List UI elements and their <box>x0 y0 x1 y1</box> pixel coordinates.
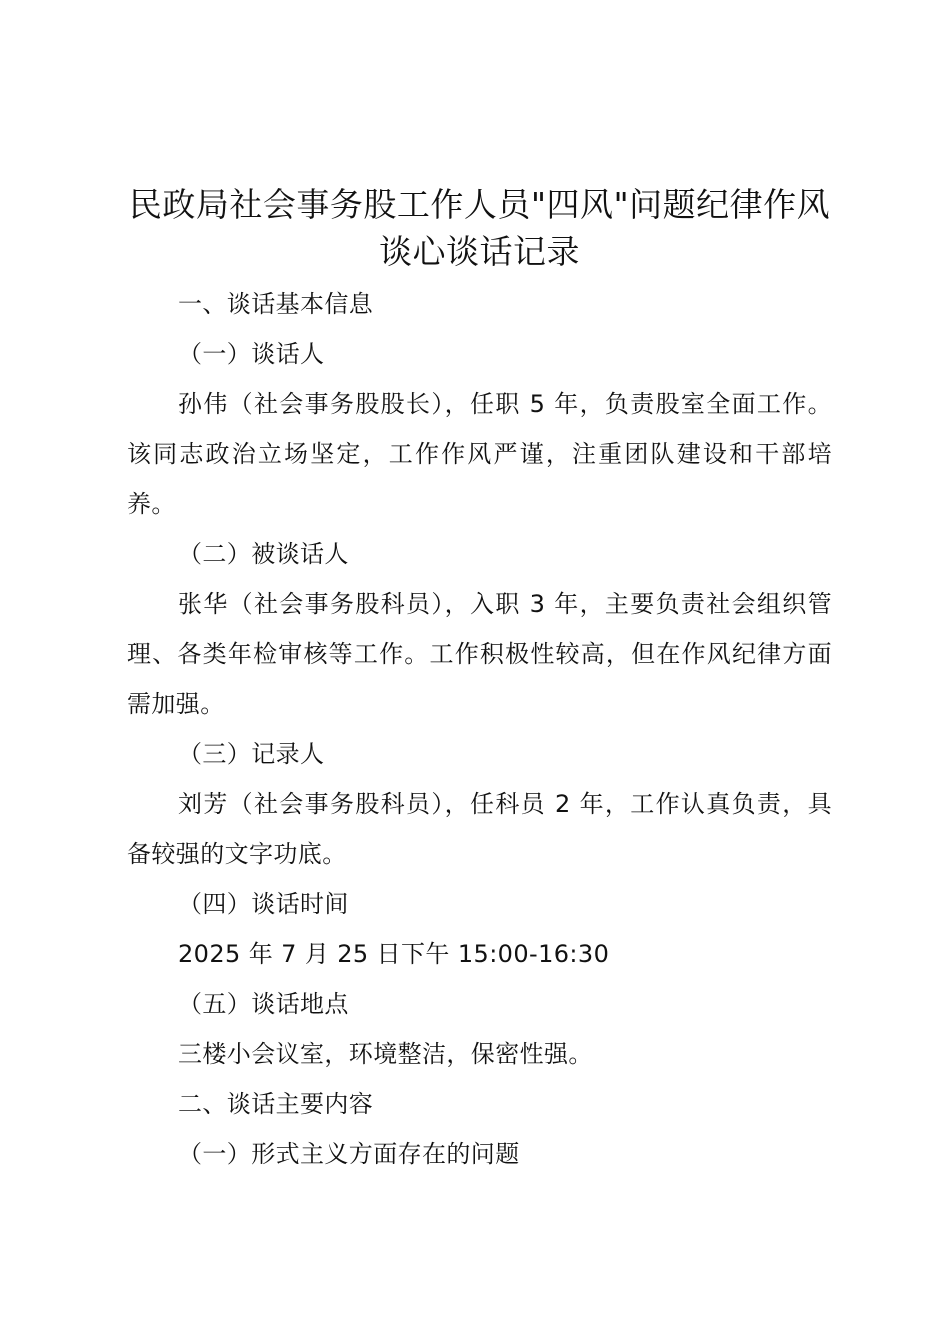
section-heading-basic-info: 一、谈话基本信息 <box>178 290 374 318</box>
paragraph-interviewer: 孙伟（社会事务股股长），任职 5 年，负责股室全面工作。该同志政治立场坚定，工作作风严谨，注重团队建设和干部培养。 <box>127 390 832 518</box>
subheading-interviewee: （二）被谈话人 <box>178 540 349 568</box>
document-body <box>127 181 832 1179</box>
paragraph-time: 2025 年 7 月 25 日下午 15:00-16:30 <box>178 940 610 968</box>
subheading-time: （四）谈话时间 <box>178 890 349 918</box>
subheading-location: （五）谈话地点 <box>178 990 349 1018</box>
document-title: 民政局社会事务股工作人员"四风"问题纪律作风谈心谈话记录 <box>128 185 831 271</box>
paragraph-location: 三楼小会议室，环境整洁，保密性强。 <box>178 1040 593 1068</box>
subheading-recorder: （三）记录人 <box>178 740 325 768</box>
paragraph-recorder: 刘芳（社会事务股科员），任科员 2 年，工作认真负责，具备较强的文字功底。 <box>127 790 832 868</box>
subheading-formalism: （一）形式主义方面存在的问题 <box>178 1140 520 1168</box>
section-heading-main-content: 二、谈话主要内容 <box>178 1090 374 1118</box>
subheading-interviewer: （一）谈话人 <box>178 340 325 368</box>
paragraph-interviewee: 张华（社会事务股科员），入职 3 年，主要负责社会组织管理、各类年检审核等工作。工作积极性较高，但在作风纪律方面需加强。 <box>127 590 832 718</box>
